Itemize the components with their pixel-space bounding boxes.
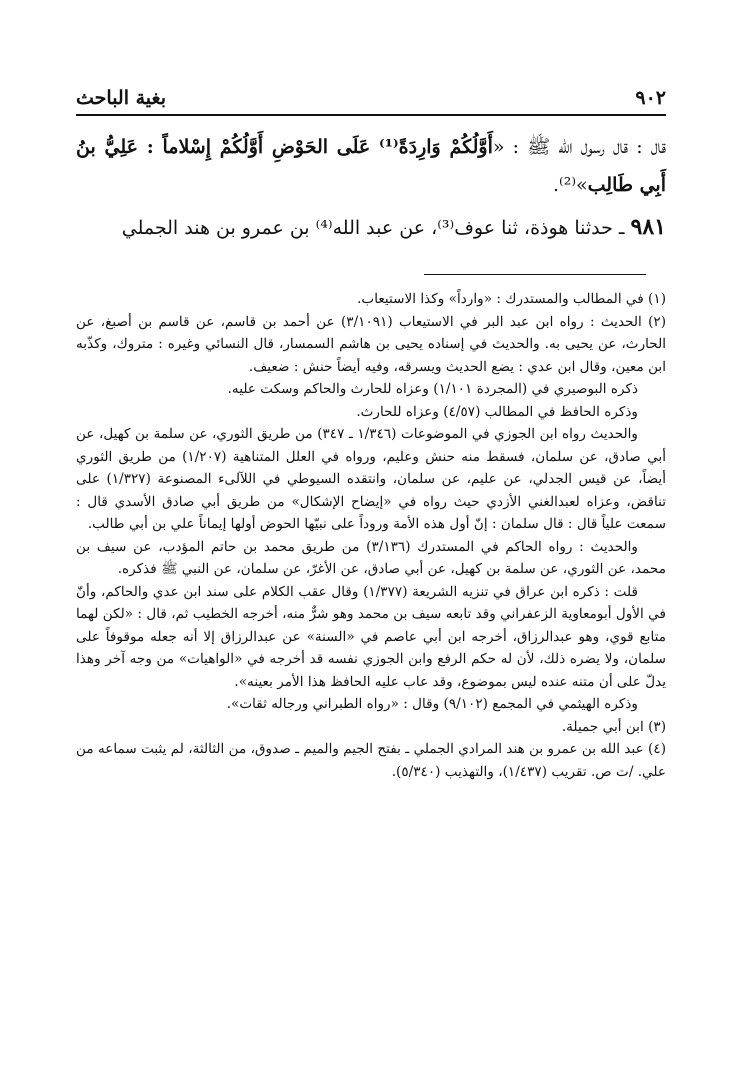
hadith-isnad: ـ حدثنا هوذة، ثنا عوف⁽³⁾، عن عبد الله⁽⁴⁾ بن عمرو بن هند الجملي	[121, 217, 625, 239]
footnote-2-paragraph: قلت : ذكره ابن عراق في تنزيه الشريعة (١/٣٧٧) وقال عقب الكلام على سند ابن عدي والحاكم، وأنّ في الأول أبومعاوية الزعفراني وقد تابعه سيف بن محمد وهو شرٌّ منه، أخرجه الخطيب ثم، قال : «لكن لهما متابع قوي، وهو عبدالرزاق، أخرجه ابن أبي عاصم في «السنة» عن عبدالرزاق إلا أنه جعله موقوفاً على سلمان، ولا يضره ذلك، لأن له حكم الرفع وابن الجوزي نفسه قد أخرجه في «الواهيات» من وجه آخر وهذا يدلّ على أن متنه عنده ليس بموضوع، وقد عاب عليه الحافظ هذا الأمر بعينه».	[76, 583, 666, 690]
footnote-2-paragraph: وذكره الحافظ في المطالب (٤/٥٧) وعزاه للحارث.	[356, 403, 638, 420]
footnote-2-paragraph: والحديث : رواه الحاكم في المستدرك (٣/١٣٦) من طريق محمد بن حاتم المؤدب، عن سيف بن محمد، عن الثوري، عن سلمة بن كهيل، عن أبي صادق، عن الأغرّ، عن سلمان، عن النبي ﷺ فذكره.	[76, 538, 666, 577]
page-header	[76, 84, 666, 112]
narration-end: »⁽²⁾.	[552, 174, 588, 196]
footnote-divider	[424, 274, 646, 275]
footnote-4: (٤) عبد الله بن عمرو بن هند المرادي الجملي ـ بفتح الجيم والميم ـ صدوق، من الثالثة، لم يثبت سماعه من علي. /ت ص. تقريب (١/٤٣٧)، والتهذيب (٥/٣٤٠).	[76, 741, 666, 780]
footnote-3: (٣) ابن أبي جميلة.	[561, 718, 666, 735]
hadith-matn: أَوَّلُكُمْ وَارِدَةً⁽¹⁾ عَلَى الحَوْضِ أَوَّلُكُمْ إِسْلاماً : عَلِيُّ بنُ أَبِي طَالِب	[76, 136, 666, 196]
footnote-2-paragraph: والحديث رواه ابن الجوزي في الموضوعات (١/٣٤٦ ـ ٣٤٧) من طريق الثوري، عن سلمة بن كهيل، عن أبي صادق، عن سلمان، فسقط منه حنش وعليم، ورواه في العلل المتناهية (١/٢٠٧) من طريق الثوري أيضاً، عن قيس الجدلي، عن عليم، عن سلمان، وانتقده السيوطي في اللآلىء المصنوعة (١/٣٢٧) على تناقض، وعزاه لعبدالغني الأزدي حيث رواه في «إيضاح الإشكال» من طريق أبي صادق الأسدي قال : سمعت علياً قال : قال سلمان : إنّ أول هذه الأمة وروداً على نبيّها الحوض أولها إيماناً علي بن أبي طالب.	[76, 426, 666, 532]
narration-intro: قال : قال رسول الله ﷺ : «	[492, 136, 667, 158]
book-title: بغية الباحث	[76, 87, 166, 109]
footnote-2-paragraph: وذكره الهيثمي في المجمع (٩/١٠٢) وقال : «رواه الطبراني ورجاله ثقات».	[226, 696, 638, 712]
footnote-1: (١) في المطالب والمستدرك : «وارداً» وكذا الاستيعاب.	[357, 291, 666, 307]
main-text	[76, 128, 666, 247]
hadith-980-continuation	[76, 128, 666, 204]
footnote-2-paragraph: ذكره البوصيري في (المجردة ١/١٠١) وعزاه للحارث والحاكم وسكت عليه.	[227, 381, 638, 397]
footnote-2: (٢) الحديث : رواه ابن عبد البر في الاستيعاب (٣/١٠٩١) عن أحمد بن قاسم، عن قاسم بن أصبغ، عن الحارث، عن يحيى به. والحديث في إسناده يحيى بن هاشم السمسار، قال النسائي وغيره : متروك، وكذّبه ابن معين، وقال ابن عدي : يضع الحديث ويسرقه، وفيه أيضاً حنش : ضعيف.	[76, 313, 667, 375]
header-divider	[76, 114, 666, 116]
footnotes	[76, 288, 666, 783]
page-number: ٩٠٢	[635, 87, 666, 109]
hadith-981	[76, 208, 666, 247]
hadith-number: ٩٨١	[630, 214, 666, 240]
